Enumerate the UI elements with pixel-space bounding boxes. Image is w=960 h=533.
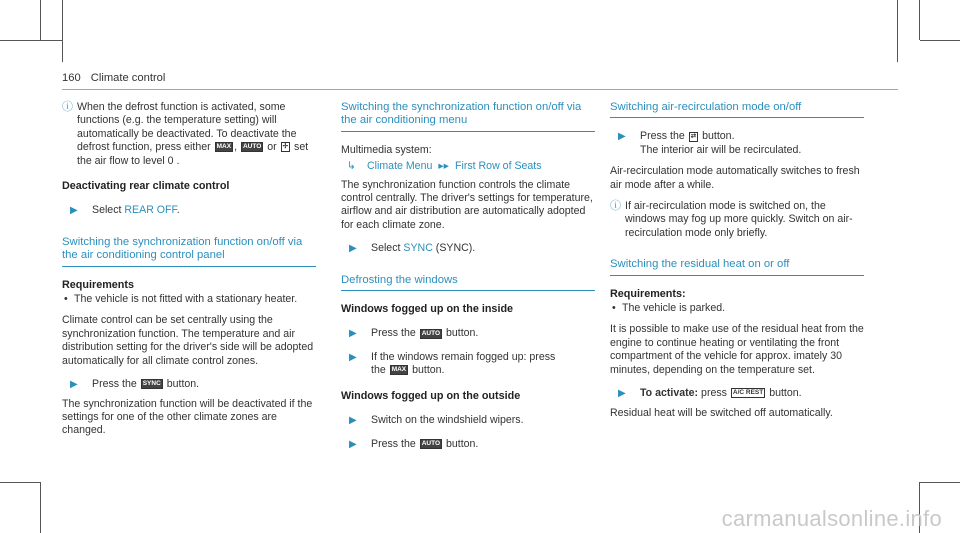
select-sync-step: ▶ Select SYNC (SYNC). (349, 242, 476, 255)
rear-heading: Deactivating rear climate control (62, 180, 230, 193)
auto-button-icon: AUTO (421, 329, 441, 337)
step-arrow-icon: ▶ (70, 205, 78, 217)
crop-mark (919, 0, 920, 40)
crop-mark (40, 0, 41, 40)
requirements-heading: Requirements: (610, 287, 686, 300)
inside-step-2: ▶ If the windows remain fogged up: press the MAX button. (349, 350, 556, 377)
crop-mark (62, 0, 63, 62)
outside-step-1: ▶ Switch on the windshield wipers. (349, 414, 524, 427)
note-tail: or (267, 141, 277, 154)
crop-mark (0, 40, 40, 41)
sync-deactivate-paragraph: The synchronization function will be deactivated if the settings for one of the other climate zones are changed. (62, 397, 313, 437)
menu-path (347, 160, 595, 173)
crop-mark (920, 482, 960, 483)
residual-heading: Switching the residual heat on or off (610, 258, 864, 275)
step-arrow-icon: ▶ (349, 243, 357, 255)
rear-off-link[interactable]: REAR OFF (124, 204, 177, 217)
sync-button-icon: SYNC (142, 380, 161, 388)
step-arrow-icon: ▶ (618, 131, 626, 143)
requirements-heading: Requirements (62, 278, 134, 291)
info-icon: ⓘ (610, 200, 621, 213)
defrost-note: ⓘ When the defrost function is activated, some functions (e.g. the temperature setting) will automatically be deactivated. To deactivate the defrost function, press either MAX , AUTO or ✢ set the air flow to level 0 . (62, 101, 309, 167)
residual-off-paragraph: Residual heat will be switched off automatically. (610, 406, 833, 419)
path-chevron-icon: ▸▸ (438, 160, 449, 173)
column-2 (341, 101, 595, 461)
residual-paragraph: It is possible to make use of the residual heat from the engine to continue heating or ventilating the front compartment of the vehicle for approx. imately 30 minutes, depending on the temperature set. (610, 323, 864, 376)
step-arrow-icon: ▶ (349, 328, 357, 340)
sync-step: ▶ Press the SYNC button. (70, 378, 200, 391)
column-1 (62, 101, 316, 438)
crop-mark (897, 0, 898, 62)
requirement-item: • The vehicle is not fitted with a stationary heater. (64, 293, 298, 306)
recirc-note: ⓘ If air-recirculation mode is switched on, the windows may fog up more quickly. Switch on air-recirculation mode only briefly. (610, 200, 853, 239)
climate-menu-link[interactable]: Climate Menu (367, 160, 433, 173)
defrost-heading: Defrosting the windows (341, 274, 595, 291)
info-icon: ⓘ (62, 101, 73, 113)
sync-link[interactable]: SYNC (403, 242, 433, 255)
recirculation-button-icon: ⇄ (690, 132, 697, 140)
crop-mark (920, 40, 960, 41)
ac-rest-button-icon: A/C REST (732, 389, 764, 397)
column-3 (610, 101, 864, 420)
path-hook-icon: ↳ (347, 160, 356, 173)
multimedia-label: Multimedia system: (341, 143, 432, 156)
rear-step: ▶ Select REAR OFF. (70, 204, 180, 217)
note-text: When the defrost function is activated, some functions (e.g. the temperature setting) will automatically be deactivated. To deactivate the defrost function, press either (77, 101, 297, 154)
auto-button-icon: AUTO (242, 143, 262, 151)
step-arrow-icon: ▶ (349, 438, 357, 450)
max-defrost-button-icon: MAX (216, 143, 232, 151)
sync-paragraph: Climate control can be set centrally using the synchronization function. The temperature and air distribution setting for the driver's side will be adopted automatically for all climate control zones. (62, 314, 314, 367)
auto-button-icon: AUTO (421, 439, 441, 447)
outside-step-2: ▶ Press the AUTO button. (349, 437, 479, 450)
header-rule (62, 89, 898, 90)
crop-mark (0, 482, 40, 483)
fan-icon: ✢ (282, 143, 289, 151)
note-tail2: set the air flow to level 0 . (77, 141, 309, 167)
recirc-step: ▶ Press the ⇄ button. The interior air will be recirculated. (618, 130, 802, 156)
step-arrow-icon: ▶ (70, 379, 78, 391)
recirc-heading: Switching air-recirculation mode on/off (610, 101, 864, 118)
page-header (62, 72, 165, 85)
inside-heading: Windows fogged up on the inside (341, 303, 514, 316)
recirc-paragraph: Air-recirculation mode automatically switches to fresh air mode after a while. (610, 165, 860, 191)
crop-mark (40, 40, 62, 41)
requirement-item: • The vehicle is parked. (612, 302, 726, 315)
crop-mark (40, 482, 41, 533)
max-defrost-button-icon: MAX (391, 366, 407, 374)
page-title: Climate control (90, 72, 166, 84)
step-arrow-icon: ▶ (618, 388, 626, 400)
page-number: 160 (62, 72, 81, 84)
outside-heading: Windows fogged up on the outside (341, 389, 521, 402)
sync-menu-heading: Switching the synchronization function on/off via the air conditioning menu (341, 101, 595, 132)
step-arrow-icon: ▶ (349, 351, 357, 363)
watermark: carmanualsonline.info (721, 505, 942, 531)
sync-panel-heading: Switching the synchronization function on/off via the air conditioning control panel (62, 236, 316, 267)
first-row-link[interactable]: First Row of Seats (455, 160, 542, 173)
step-arrow-icon: ▶ (349, 415, 357, 427)
inside-step-1: ▶ Press the AUTO button. (349, 327, 479, 340)
activate-step: ▶ To activate: press A/C REST button. (618, 387, 802, 400)
sync-menu-paragraph: The synchronization function controls the climate control centrally. The driver's settings for temperature, airflow and air distribution are automatically adopted for each climate zone. (341, 178, 593, 231)
